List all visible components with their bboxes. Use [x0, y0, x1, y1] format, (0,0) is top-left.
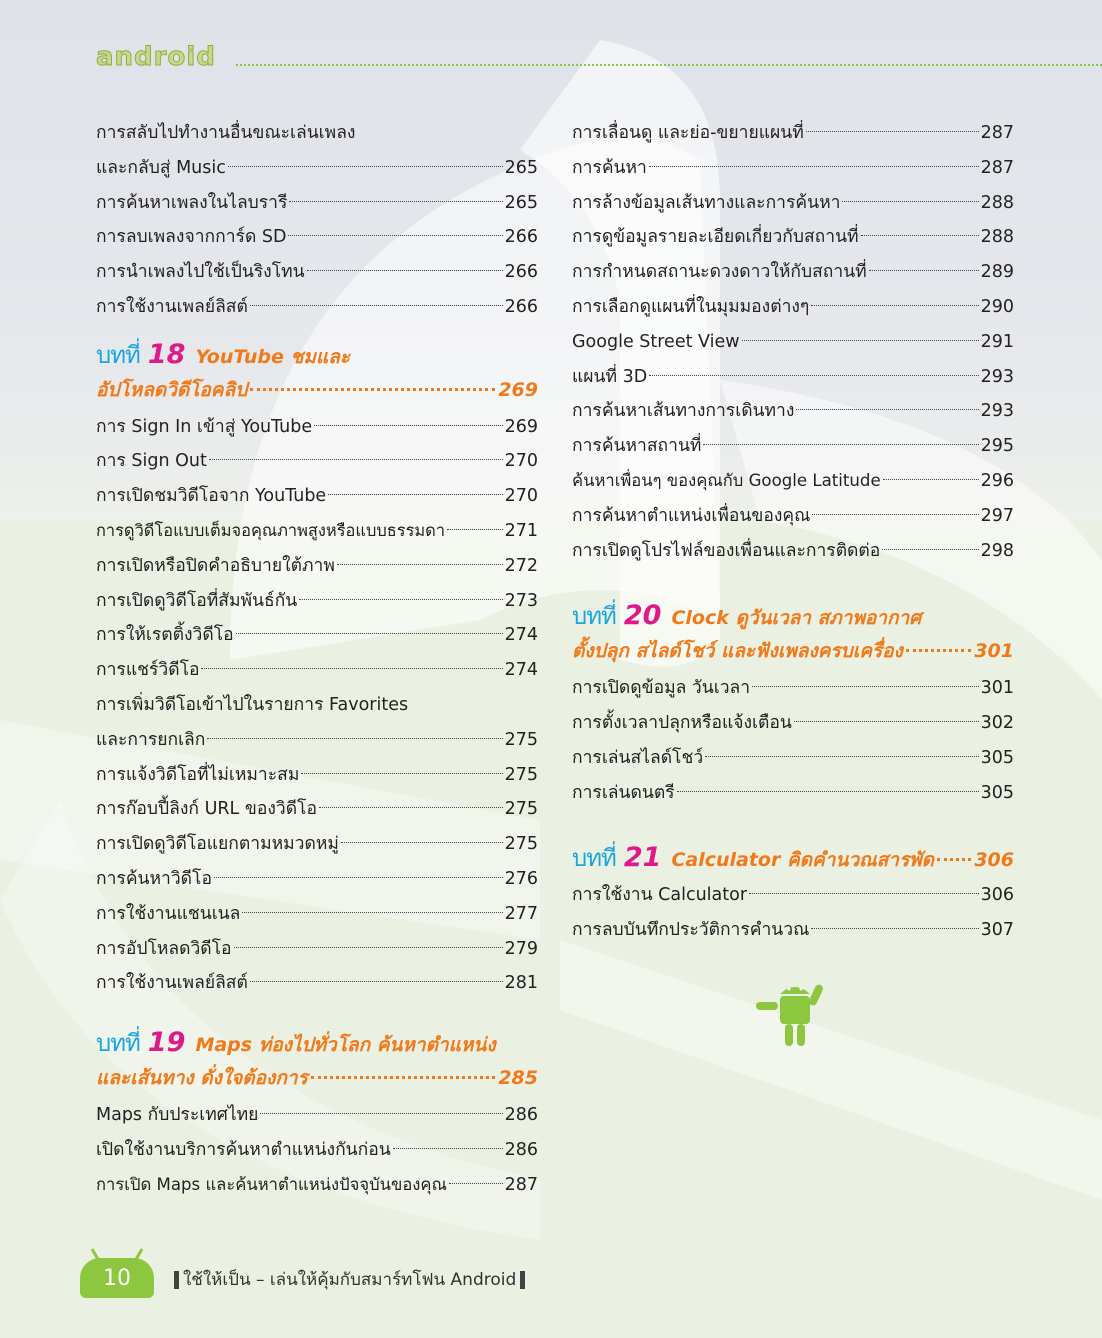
- toc-entry[interactable]: การดูวิดีโอแบบเต็มจอคุณภาพสูงหรือแบบธรรมดา 271: [96, 520, 538, 541]
- toc-entry[interactable]: การใช้งานแชนเนล 277: [96, 903, 538, 924]
- toc-entry[interactable]: Google Street View 291: [572, 331, 1014, 352]
- toc-entry[interactable]: การนำเพลงไปใช้เป็นริงโทน 266: [96, 262, 538, 283]
- chapter-18-heading[interactable]: บทที่ 18 YouTube ชมและ อัปโหลดวิดีโอคลิป 269: [96, 338, 538, 401]
- chapter-20-heading[interactable]: บทที่ 20 Clock ดูวันเวลา สภาพอากาศ ตั้งปลุก สไลด์โชว์ และฟังเพลงครบเครื่อง 301: [572, 600, 1014, 663]
- toc-entry[interactable]: การเปิดดูวิดีโอแยกตามหมวดหมู่ 275: [96, 834, 538, 855]
- toc-entry[interactable]: การใช้งานเพลย์ลิสต์ 266: [96, 296, 538, 317]
- toc-entry[interactable]: Maps กับประเทศไทย 286: [96, 1104, 538, 1125]
- toc-entry[interactable]: เปิดใช้งานบริการค้นหาตำแหน่งกันก่อน 286: [96, 1139, 538, 1160]
- header-divider: [236, 64, 1102, 66]
- toc-entry[interactable]: และการยกเลิก 275: [96, 729, 538, 750]
- toc-entry[interactable]: การ Sign Out 270: [96, 451, 538, 472]
- toc-entry[interactable]: การค้นหา 287: [572, 157, 1014, 178]
- toc-entry[interactable]: การกำหนดสถานะดวงดาวให้กับสถานที่ 289: [572, 262, 1014, 283]
- toc-entry[interactable]: การเปิดดูข้อมูล วันเวลา 301: [572, 678, 1014, 699]
- toc-entry[interactable]: การเปิด Maps และค้นหาตำแหน่งปัจจุบันของคุณ 287: [96, 1174, 538, 1195]
- toc-entry[interactable]: การเล่นสไลด์โชว์ 305: [572, 747, 1014, 768]
- toc-entry[interactable]: การเพิ่มวิดีโอเข้าไปในรายการ Favorites: [96, 694, 409, 715]
- android-robot-icon: [750, 980, 830, 1050]
- toc-entry[interactable]: การให้เรตติ้งวิดีโอ 274: [96, 625, 538, 646]
- footer-book-title: ใช้ให้เป็น – เล่นให้คุ้มกับสมาร์ทโฟน Android: [170, 1266, 529, 1293]
- toc-entry[interactable]: การใช้งานเพลย์ลิสต์ 281: [96, 973, 538, 994]
- toc-entry[interactable]: การค้นหาสถานที่ 295: [572, 436, 1014, 457]
- toc-entry[interactable]: แผนที่ 3D 293: [572, 366, 1014, 387]
- toc-entry[interactable]: การเปิดดูวิดีโอที่สัมพันธ์กัน 273: [96, 590, 538, 611]
- toc-entry[interactable]: การเล่นดนตรี 305: [572, 782, 1014, 803]
- toc-entry[interactable]: การเปิดดูโปรไฟล์ของเพื่อนและการติดต่อ 298: [572, 540, 1014, 561]
- toc-entry[interactable]: การแชร์วิดีโอ 274: [96, 660, 538, 681]
- toc-entry[interactable]: การแจ้งวิดีโอที่ไม่เหมาะสม 275: [96, 764, 538, 785]
- header-android-logo: android: [96, 42, 216, 72]
- toc-entry[interactable]: การค้นหาเส้นทางการเดินทาง 293: [572, 401, 1014, 422]
- toc-entry[interactable]: การค้นหาวิดีโอ 276: [96, 868, 538, 889]
- toc-entry[interactable]: การก๊อบปี้ลิงก์ URL ของวิดีโอ 275: [96, 799, 538, 820]
- toc-entry[interactable]: การตั้งเวลาปลุกหรือแจ้งเตือน 302: [572, 712, 1014, 733]
- toc-left-column: [96, 116, 538, 1202]
- page-number: 10: [103, 1266, 131, 1291]
- toc-entry[interactable]: การใช้งาน Calculator 306: [572, 885, 1014, 906]
- toc-entry[interactable]: การดูข้อมูลรายละเอียดเกี่ยวกับสถานที่ 288: [572, 227, 1014, 248]
- toc-entry[interactable]: การลบเพลงจากการ์ด SD 266: [96, 227, 538, 248]
- toc-entry[interactable]: การเลื่อนดู และย่อ-ขยายแผนที่ 287: [572, 123, 1014, 143]
- toc-right-column: [572, 116, 1014, 948]
- toc-entry[interactable]: และกลับสู่ Music 265: [96, 157, 538, 178]
- toc-entry[interactable]: ค้นหาเพื่อนๆ ของคุณกับ Google Latitude 296: [572, 470, 1014, 491]
- toc-entry[interactable]: การ Sign In เข้าสู่ YouTube 269: [96, 416, 538, 437]
- toc-entry[interactable]: การล้างข้อมูลเส้นทางและการค้นหา 288: [572, 192, 1014, 213]
- chapter-19-heading[interactable]: บทที่ 19 Maps ท่องไปทั่วโลก ค้นหาตำแหน่ง และเส้นทาง ดั่งใจต้องการ 285: [96, 1027, 538, 1090]
- toc-entry[interactable]: การเปิดชมวิดีโอจาก YouTube 270: [96, 486, 538, 507]
- page-number-badge: [80, 1258, 154, 1298]
- toc-entry[interactable]: การเปิดหรือปิดคำอธิบายใต้ภาพ 272: [96, 555, 538, 576]
- toc-entry[interactable]: การเลือกดูแผนที่ในมุมมองต่างๆ 290: [572, 296, 1014, 317]
- toc-entry[interactable]: การค้นหาตำแหน่งเพื่อนของคุณ 297: [572, 505, 1014, 526]
- toc-entry[interactable]: การอัปโหลดวิดีโอ 279: [96, 938, 538, 959]
- toc-entry[interactable]: การค้นหาเพลงในไลบรารี 265: [96, 192, 538, 213]
- chapter-21-heading[interactable]: บทที่ 21 Calculator คิดคำนวณสารพัด 306: [572, 842, 1014, 874]
- toc-entry[interactable]: การสลับไปทำงานอื่นขณะเล่นเพลง: [96, 123, 356, 143]
- toc-entry[interactable]: การลบบันทึกประวัติการคำนวณ 307: [572, 920, 1014, 941]
